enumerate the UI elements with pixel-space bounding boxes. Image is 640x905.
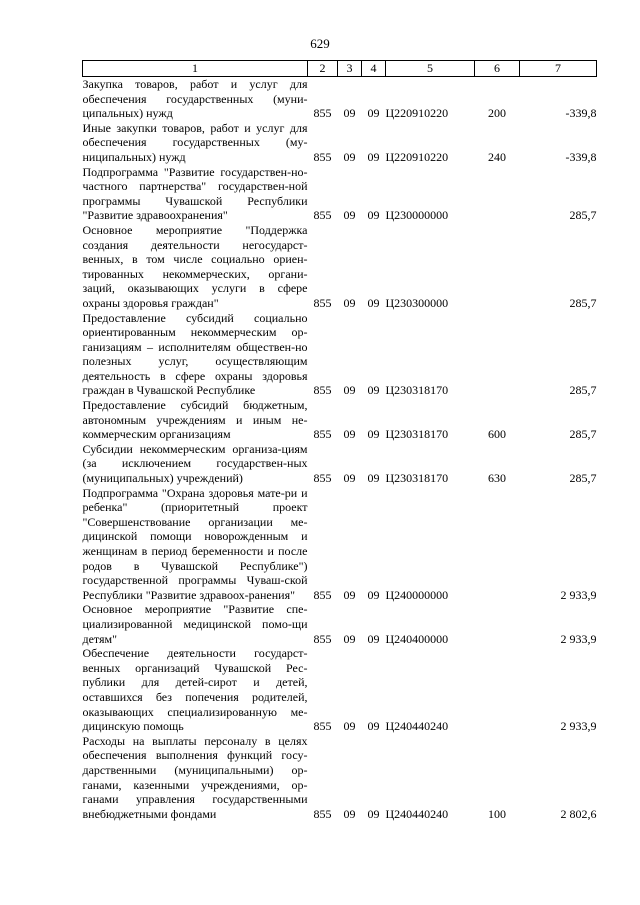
expense-name: Закупка товаров, работ и услуг для обеспечения государственных (муни-ципальных) нужд (82, 77, 308, 121)
ministry-code: 855 (313, 106, 332, 121)
ministry-code: 855 (313, 383, 332, 398)
section-code: 09 (343, 427, 356, 442)
target-article-code: Ц230318170 (385, 427, 449, 442)
target-article-code: Ц230318170 (385, 383, 449, 398)
amount: 285,7 (569, 295, 597, 310)
section-code: 09 (343, 631, 356, 646)
subsection-code: 09 (367, 106, 380, 121)
expense-name: Основное мероприятие "Поддержка создания деятельности негосударст-венных, в том числе социально ориен-тированных некоммерческих, органи-заций, оказывающих услуги в сфере охраны здоровья граждан" (82, 222, 308, 310)
target-article-code: Ц230000000 (385, 208, 449, 223)
section-code: 09 (343, 719, 356, 734)
table-row (83, 165, 597, 223)
section-code: 09 (343, 806, 356, 821)
target-article-code: Ц220910220 (385, 106, 449, 121)
column-header: 6 (475, 61, 520, 77)
expense-name: Субсидии некоммерческим организа-циям (за исключением государствен-ных (муниципальных) учреждений) (82, 441, 308, 486)
target-article-code: Ц240440240 (385, 806, 449, 821)
table-header-row (83, 61, 597, 77)
expense-type-code (475, 165, 520, 223)
target-article-code: Ц240400000 (385, 631, 449, 646)
table-row (83, 486, 597, 603)
table-row (83, 602, 597, 646)
ministry-code: 855 (313, 427, 332, 442)
page-number: 629 (310, 36, 330, 51)
amount: 285,7 (569, 471, 597, 486)
subsection-code: 09 (367, 149, 380, 164)
section-code: 09 (343, 295, 356, 310)
table-row (83, 121, 597, 165)
column-header: 4 (362, 61, 386, 77)
expense-name: Основное мероприятие "Развитие спе-циализированной медицинской помо-щи детям" (82, 602, 308, 646)
expense-name: Подпрограмма "Охрана здоровья мате-ри и ребенка" (приоритетный проект "Совершенствование организации ме-дицинской помощи новорожденным и женщинам в период беременности и после родов в Чувашской Республике") государственной программы Чуваш-ской Республики "Развитие здравоох-ранения" (82, 485, 308, 602)
column-header: 3 (338, 61, 362, 77)
amount: 2 933,9 (560, 719, 597, 734)
expense-name: Иные закупки товаров, работ и услуг для обеспечения государственных (му-ниципальных) нужд (82, 120, 308, 164)
expense-type-code (475, 602, 520, 646)
budget-table (82, 60, 597, 821)
section-code: 09 (343, 106, 356, 121)
column-header: 2 (308, 61, 338, 77)
ministry-code: 855 (313, 806, 332, 821)
table-row (83, 646, 597, 734)
ministry-code: 855 (313, 631, 332, 646)
expense-type-code: 600 (488, 427, 506, 442)
expense-type-code (475, 311, 520, 399)
expense-type-code (475, 223, 520, 311)
amount: 285,7 (569, 427, 597, 442)
table-row (83, 442, 597, 486)
section-code: 09 (343, 383, 356, 398)
subsection-code: 09 (367, 427, 380, 442)
target-article-code: Ц220910220 (385, 149, 449, 164)
subsection-code: 09 (367, 719, 380, 734)
section-code: 09 (343, 208, 356, 223)
expense-type-code (475, 646, 520, 734)
ministry-code: 855 (313, 208, 332, 223)
expense-name: Предоставление субсидий социально ориентированным некоммерческим ор-ганизациям – исполнителям обществен-но полезных услуг, осуществляющим деятельность в сфере охраны здоровья граждан в Чувашской Республике (82, 310, 308, 398)
section-code: 09 (343, 149, 356, 164)
amount: 2 933,9 (560, 631, 597, 646)
subsection-code: 09 (367, 208, 380, 223)
section-code: 09 (343, 471, 356, 486)
column-header: 1 (83, 61, 308, 77)
ministry-code: 855 (313, 471, 332, 486)
amount: 2 802,6 (560, 806, 597, 821)
subsection-code: 09 (367, 471, 380, 486)
expense-name: Предоставление субсидий бюджетным, автономным учреждениям и иным не-коммерческим организациям (82, 398, 308, 442)
target-article-code: Ц240000000 (385, 587, 449, 602)
ministry-code: 855 (313, 719, 332, 734)
amount: 285,7 (569, 383, 597, 398)
amount: -339,8 (565, 106, 597, 121)
subsection-code: 09 (367, 295, 380, 310)
expense-type-code: 240 (488, 149, 506, 164)
target-article-code: Ц240440240 (385, 719, 449, 734)
target-article-code: Ц230318170 (385, 471, 449, 486)
expense-type-code: 630 (488, 471, 506, 486)
subsection-code: 09 (367, 806, 380, 821)
section-code: 09 (343, 587, 356, 602)
ministry-code: 855 (313, 587, 332, 602)
column-header: 7 (520, 61, 597, 77)
amount: 285,7 (569, 208, 597, 223)
expense-type-code (475, 486, 520, 603)
amount: -339,8 (565, 149, 597, 164)
amount: 2 933,9 (560, 587, 597, 602)
ministry-code: 855 (313, 295, 332, 310)
expense-type-code: 200 (488, 106, 506, 121)
expense-name: Расходы на выплаты персоналу в целях обеспечения выполнения функций госу-дарственными (муниципальными) ор-ганами, казенными учреждениями, ор-ганами управления государственными внебюджетными фондами (82, 733, 308, 821)
table-row (83, 311, 597, 399)
expense-name: Обеспечение деятельности государст-венных организаций Чувашской Рес-публики для детей-сирот и детей, оставшихся без попечения родителей, оказывающих специализированную ме-дицинскую помощь (82, 646, 308, 734)
subsection-code: 09 (367, 587, 380, 602)
subsection-code: 09 (367, 631, 380, 646)
expense-name: Подпрограмма "Развитие государствен-но-частного партнерства" государствен-ной программы Чувашской Республики "Развитие здравоохранения" (82, 164, 308, 223)
table-row (83, 734, 597, 822)
expense-type-code: 100 (488, 806, 506, 821)
subsection-code: 09 (367, 383, 380, 398)
table-row (83, 223, 597, 311)
ministry-code: 855 (313, 149, 332, 164)
table-row (83, 77, 597, 121)
column-header: 5 (386, 61, 475, 77)
target-article-code: Ц230300000 (385, 295, 449, 310)
table-row (83, 398, 597, 442)
